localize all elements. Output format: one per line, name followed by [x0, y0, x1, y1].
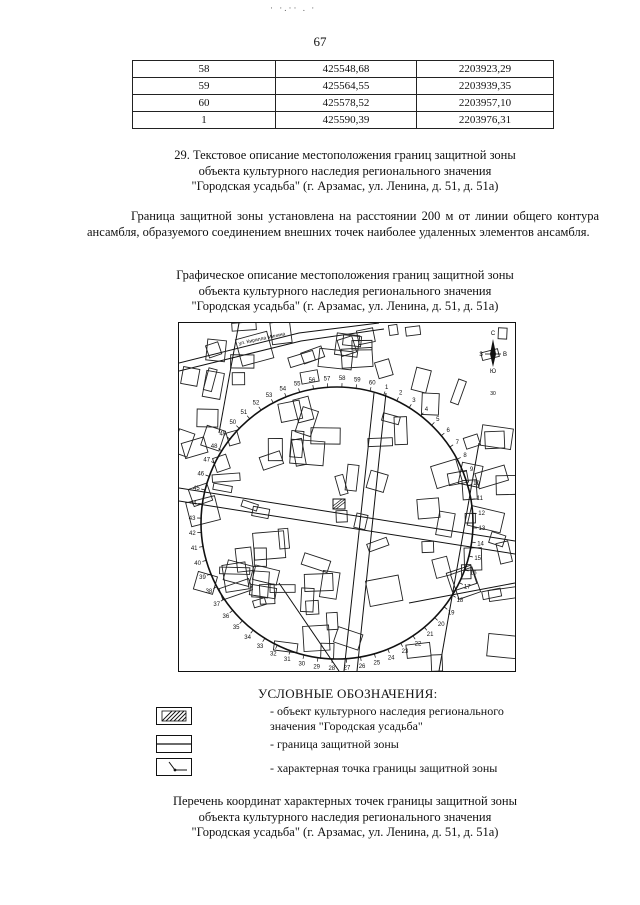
boundary-point-mark	[263, 638, 265, 641]
building-outline	[181, 367, 200, 387]
table-cell: 60	[133, 95, 276, 112]
scale-text: 30	[490, 391, 496, 397]
legend-boundary-icon	[156, 735, 192, 753]
boundary-point-label: 19	[447, 610, 455, 617]
boundary-point-label: 52	[252, 400, 260, 407]
boundary-point-mark	[236, 426, 239, 429]
boundary-point-label: 42	[189, 530, 196, 537]
building-outline	[220, 567, 250, 574]
building-outline	[290, 439, 325, 466]
boundary-point-label: 59	[353, 377, 361, 384]
boundary-point-label: 14	[477, 541, 484, 548]
map-drawing	[179, 323, 515, 671]
boundary-point-label: 12	[478, 511, 485, 518]
building-outline	[252, 565, 279, 585]
boundary-point-label: 30	[298, 661, 306, 668]
table-cell: 425564,55	[276, 78, 417, 95]
boundary-point-label: 10	[473, 481, 480, 488]
building-outline	[326, 612, 338, 629]
legend-hatch-icon	[156, 707, 192, 725]
boundary-point-label: 33	[256, 643, 264, 650]
building-outline	[222, 562, 249, 593]
boundary-point-label: 2	[399, 390, 403, 397]
boundary-point-mark	[435, 618, 438, 621]
building-outline	[304, 573, 333, 591]
boundary-point-label: 60	[368, 380, 376, 387]
boundary-point-label: 21	[426, 632, 434, 639]
building-outline	[253, 598, 267, 608]
building-outline	[333, 627, 362, 650]
boundary-point-label: 53	[265, 392, 273, 399]
boundary-point-label: 39	[199, 575, 206, 582]
building-outline	[232, 323, 257, 331]
boundary-point-mark	[457, 457, 461, 459]
building-outline	[301, 553, 331, 573]
boundary-point-label: 23	[401, 649, 409, 656]
boundary-point-label: 6	[446, 427, 450, 434]
building-outline	[417, 498, 440, 519]
list-title: Перечень координат характерных точек границы защитной зоны объекта культурного наследия регионального значения "Городская усадьба" (г. Арзамас, ул. Ленина, д. 51, д. 51а)	[172, 794, 518, 839]
table-cell: 2203939,35	[417, 78, 554, 95]
boundary-point-mark	[213, 587, 217, 589]
boundary-point-label: 38	[205, 588, 213, 595]
boundary-point-label: 51	[240, 409, 248, 416]
boundary-point-mark	[409, 404, 411, 407]
legend-item-point: - характерная точка границы защитной зоны	[270, 761, 498, 775]
building-outline	[422, 541, 434, 552]
building-outline	[341, 347, 373, 368]
boundary-point-label: 47	[203, 457, 211, 464]
building-outline	[254, 548, 266, 566]
boundary-point-label: 56	[308, 378, 316, 385]
boundary-point-label: 27	[343, 665, 351, 671]
streets	[179, 323, 515, 671]
table-cell: 2203957,10	[417, 95, 554, 112]
boundary-point-label: 37	[213, 601, 221, 608]
svg-text:В: В	[502, 352, 508, 358]
table-cell: 425548,68	[276, 61, 417, 78]
boundary-point-label: 34	[244, 635, 251, 642]
boundary-point-label: 11	[476, 495, 483, 502]
svg-text:Ю: Ю	[489, 369, 497, 375]
boundary-point-label: 16	[469, 570, 477, 577]
boundary-point-mark	[271, 399, 273, 403]
boundary-point-label: 36	[222, 614, 230, 621]
boundary-point-mark	[432, 422, 435, 425]
boundary-point-label: 55	[293, 381, 301, 388]
building-outline	[450, 379, 466, 405]
building-outline	[365, 575, 402, 606]
boundary-point-label: 31	[283, 657, 291, 664]
building-outline	[388, 324, 398, 335]
building-outline	[306, 600, 319, 614]
boundary-point-mark	[230, 610, 233, 613]
zone-description: Граница защитной зоны установлена на расстоянии 200 м от линии общего контура ансамбля, образуемого соединением внешних точек наиболее удаленных элементов ансамбля.	[87, 209, 599, 239]
boundary-point-label: 4	[424, 406, 429, 413]
boundary-point-label: 9	[469, 466, 474, 473]
boundary-point-label: 26	[358, 663, 366, 670]
legend-point-icon	[156, 758, 192, 776]
boundary-point-label: 45	[192, 485, 200, 492]
legend-title: УСЛОВНЫЕ ОБОЗНАЧЕНИЯ:	[258, 686, 438, 701]
building-outline	[487, 633, 515, 658]
building-outline	[411, 367, 431, 393]
building-outline	[197, 409, 218, 427]
table-row	[133, 112, 554, 129]
boundary-point-mark	[397, 397, 399, 401]
building-outline	[405, 326, 420, 336]
boundary-point-label: 1	[385, 384, 389, 391]
building-outline	[241, 500, 258, 511]
boundary-point-mark	[459, 583, 463, 585]
building-outline	[213, 483, 233, 492]
table-row	[133, 78, 554, 95]
building-outline	[336, 510, 347, 522]
building-outline	[292, 438, 307, 466]
table-cell: 58	[133, 61, 276, 78]
table-cell: 2203976,31	[417, 112, 554, 129]
heritage-object	[333, 499, 345, 509]
boundary-point-mark	[450, 445, 453, 447]
boundary-point-mark	[276, 645, 278, 649]
boundary-point-mark	[444, 607, 447, 609]
boundary-point-mark	[441, 433, 444, 436]
building-outline	[311, 428, 340, 444]
boundary-point-mark	[259, 407, 261, 410]
table-cell: 1	[133, 112, 276, 129]
table-row	[133, 61, 554, 78]
legend-item-boundary: - граница защитной зоны	[270, 737, 399, 751]
building-outline	[481, 349, 500, 361]
boundary-point-label: 48	[210, 444, 218, 451]
boundary-point-label: 57	[323, 376, 331, 383]
building-outline	[496, 475, 515, 495]
boundary-point-label: 15	[474, 556, 482, 563]
building-outline	[181, 437, 208, 459]
boundary-point-label: 25	[373, 660, 381, 667]
building-outline	[382, 413, 401, 425]
building-outline	[345, 464, 359, 491]
boundary-point-label: 46	[197, 471, 205, 478]
svg-text:З: З	[479, 352, 483, 358]
boundary-point-mark	[424, 627, 427, 630]
graphic-title: Графическое описание местоположения границ защитной зоны объекта культурного наследия регионального значения "Городская усадьба" (г. Арзамас, ул. Ленина, д. 51, д. 51а)	[176, 268, 514, 313]
scan-artifact: · ·.·· . ·	[270, 3, 317, 13]
building-outline	[432, 556, 451, 578]
boundary-point-label: 54	[279, 386, 287, 393]
boundary-point-label: 40	[194, 560, 201, 567]
boundary-point-label: 17	[463, 584, 471, 591]
boundary-point-label: 35	[232, 625, 240, 632]
boundary-point-mark	[413, 636, 415, 639]
building-outline	[273, 641, 297, 653]
boundary-point-label: 8	[463, 453, 467, 460]
street-label: ул. Кирилла Минина	[238, 331, 286, 347]
building-outline	[319, 571, 340, 600]
zone-map	[178, 322, 516, 672]
boundary-point-label: 24	[387, 655, 395, 662]
boundary-point-label: 43	[188, 515, 196, 522]
boundary-point-label: 7	[455, 440, 459, 447]
section-title: 29. Текстовое описание местоположения границ защитной зоны объекта культурного наследия регионального значения "Городская усадьба" (г. Арзамас, ул. Ленина, д. 51, д. 51а)	[174, 148, 516, 193]
building-outline	[232, 373, 244, 385]
boundary-point-label: 29	[313, 664, 321, 671]
boundary-point-label: 22	[414, 641, 422, 648]
boundary-point-label: 58	[338, 376, 346, 383]
boundary-point-mark	[251, 630, 253, 633]
building-outline	[498, 328, 507, 339]
table-cell: 425578,52	[276, 95, 417, 112]
boundary-point-mark	[452, 595, 455, 597]
boundary-point-label: 13	[478, 526, 486, 533]
building-outline	[436, 511, 456, 537]
building-outline	[394, 417, 407, 445]
building-outline	[212, 473, 240, 482]
table-cell: 59	[133, 78, 276, 95]
coordinate-table	[132, 60, 554, 129]
legend-item-heritage: - объект культурного наследия регионального значения "Городская усадьба"	[270, 704, 504, 733]
compass-rose	[479, 331, 507, 397]
building-outline	[179, 429, 195, 457]
boundary-point-mark	[247, 416, 250, 419]
building-outline	[253, 531, 286, 560]
building-outline	[268, 439, 282, 461]
page-number: 67	[313, 34, 327, 49]
building-outline	[475, 465, 509, 489]
boundary-point-label: 49	[219, 431, 227, 438]
svg-text:С: С	[490, 331, 496, 337]
boundary-point-label: 18	[456, 597, 464, 604]
boundary-point-label: 32	[269, 651, 277, 658]
boundary-point-mark	[401, 643, 403, 647]
building-outline	[375, 359, 394, 379]
building-outline	[321, 643, 334, 659]
boundary-point-label: 41	[190, 546, 198, 553]
boundary-point-label: 20	[437, 621, 445, 628]
boundary-point-label: 3	[412, 398, 416, 405]
boundary-point-mark	[240, 621, 243, 624]
table-cell: 2203923,29	[417, 61, 554, 78]
table-row	[133, 95, 554, 112]
table-cell: 425590,39	[276, 112, 417, 129]
boundary-point-label: 50	[229, 420, 237, 427]
boundary-point-label: 44	[190, 500, 197, 507]
building-outline	[295, 407, 318, 437]
building-outline	[235, 547, 253, 572]
boundary-point-label: 28	[328, 665, 336, 671]
boundary-point-label: 5	[436, 416, 440, 423]
